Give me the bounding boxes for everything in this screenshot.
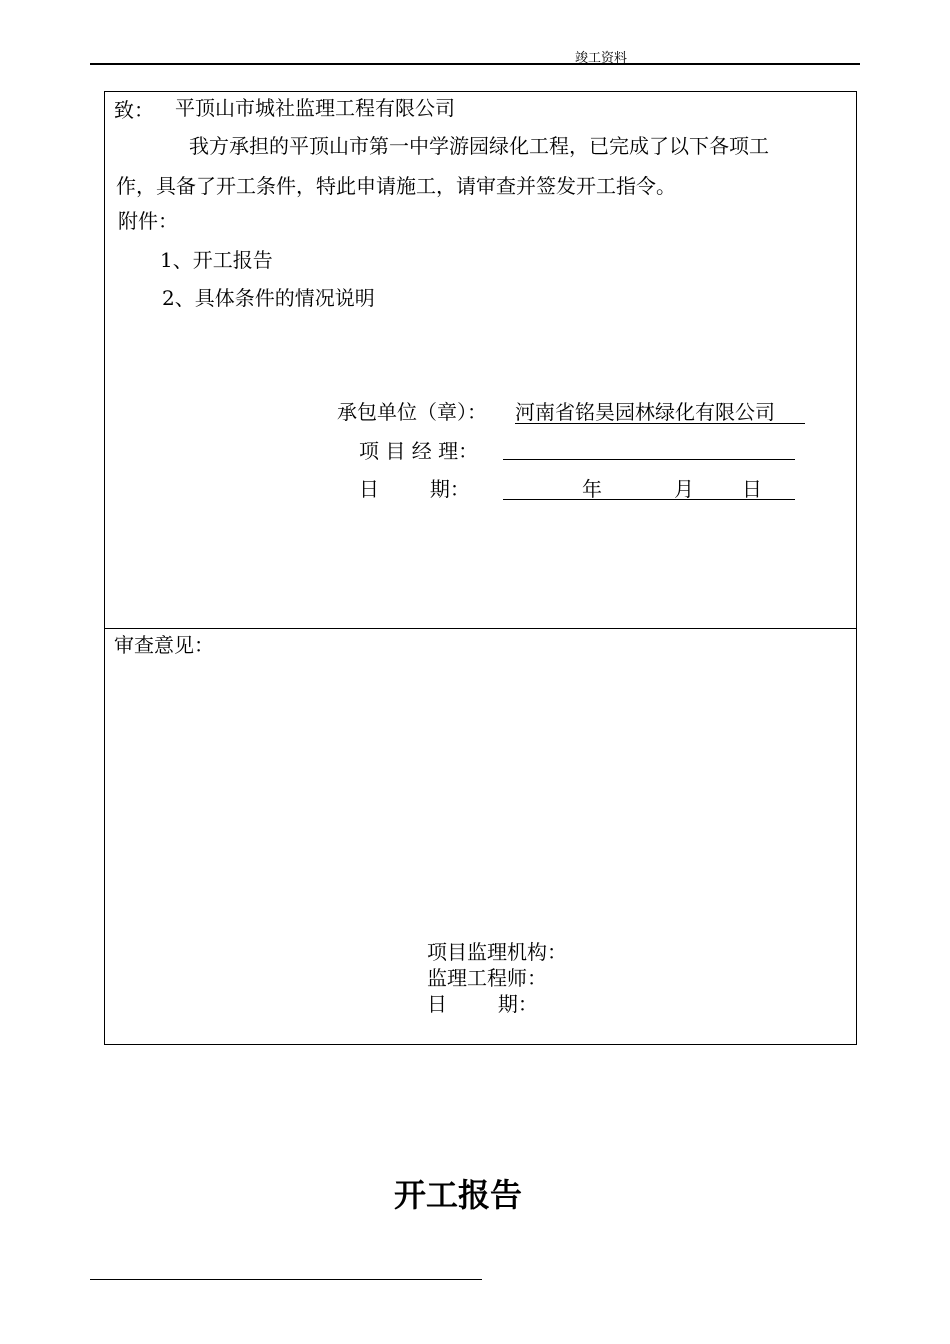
- header-divider: [90, 63, 860, 65]
- date-month: 月: [674, 477, 694, 501]
- contractor-label: 承包单位（章）：: [337, 400, 487, 424]
- supervision-engineer-label: 监理工程师：: [427, 966, 547, 990]
- body-line-2: 作，具备了开工条件，特此申请施工，请审查并签发开工指令。: [116, 174, 676, 198]
- body-line-1: 我方承担的平顶山市第一中学游园绿化工程，已完成了以下各项工: [189, 134, 769, 158]
- header-label: 竣工资料: [575, 51, 628, 66]
- date-day: 日: [742, 477, 762, 501]
- application-section: [104, 91, 857, 629]
- footnote-divider: [90, 1279, 482, 1280]
- review-opinion-label: 审查意见：: [114, 633, 214, 657]
- to-label: 致：: [114, 98, 154, 122]
- attachments-label: 附件：: [118, 209, 178, 233]
- supervision-agency-label: 项目监理机构：: [427, 940, 567, 964]
- to-company: 平顶山市城社监理工程有限公司: [175, 96, 455, 120]
- review-section: [104, 628, 857, 1045]
- contractor-name: 河南省铭昊园林绿化有限公司: [515, 400, 775, 424]
- document-title: 开工报告: [393, 1176, 522, 1214]
- manager-signature-line: [503, 459, 795, 460]
- contractor-underline: [515, 423, 805, 424]
- date-year: 年: [582, 477, 602, 501]
- attachment-item-2: 2、具体条件的情况说明: [162, 286, 375, 310]
- date-label: 日 期：: [359, 477, 470, 501]
- attachment-item-1: 1、开工报告: [160, 248, 273, 272]
- manager-label: 项 目 经 理：: [359, 439, 479, 463]
- review-date-label: 日 期：: [427, 992, 538, 1016]
- date-line: [503, 499, 795, 500]
